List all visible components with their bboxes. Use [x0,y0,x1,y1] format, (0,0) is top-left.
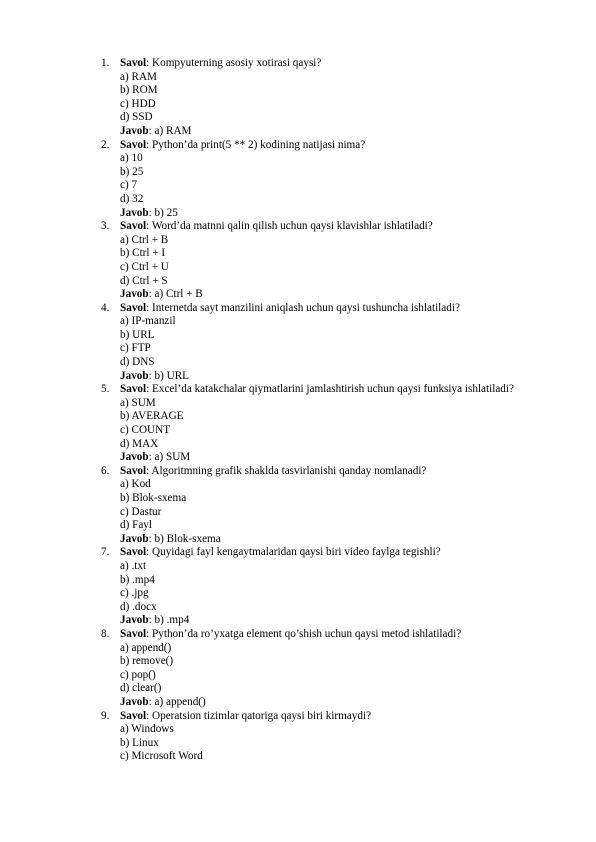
question-stem: Savol: Operatsion tizimlar qatoriga qaysi biri kirmaydi? [120,709,372,722]
question-line [0,57,596,71]
question-number: 1. [101,57,110,69]
question-label: Savol [120,57,147,69]
answer-label: Javob [120,369,149,382]
option-item: a) SUM [120,396,156,409]
answer-text: b) URL [154,369,190,382]
question-item [0,546,596,628]
answer-text: b) .mp4 [154,614,190,627]
question-label: Savol [120,627,147,640]
question-line [0,465,596,479]
question-item [0,57,596,139]
answer-text: a) SUM [154,451,191,464]
option-item: c) Microsoft Word [120,750,203,763]
question-item [0,465,596,547]
option-item: c) Dastur [120,505,162,518]
option-list [0,234,596,288]
answer-line: Javob: b) 25 [120,206,178,219]
question-item [0,383,596,465]
option-item: a) Windows [120,723,174,736]
answer-line: Javob: a) append() [120,695,206,708]
option-item: a) Kod [120,478,151,491]
option-item: a) 10 [120,152,143,165]
option-item: a) IP-manzil [120,315,176,328]
option-item: b) AVERAGE [120,410,184,423]
question-text: Python’da ro’yxatga element qo’shish uchun qaysi metod ishlatiladi? [152,627,462,640]
question-text: Algoritmning grafik shaklda tasvirlanishi qanday nomlanadi? [151,464,427,477]
question-label: Savol [120,138,147,151]
question-text: Operatsion tizimlar qatoriga qaysi biri kirmaydi? [152,709,372,722]
question-label: Savol [120,546,147,559]
question-text: Kompyuterning asosiy xotirasi qaysi? [152,57,322,69]
question-number: 3. [101,220,110,233]
option-item: b) Blok-sxema [120,492,187,504]
option-item: c) Ctrl + U [120,260,169,273]
option-item: b) 25 [120,165,144,178]
question-label: Savol [120,464,147,477]
option-list [0,397,596,451]
question-number: 8. [101,627,110,640]
option-item: a) append() [120,641,172,654]
option-item: b) Linux [120,736,159,749]
question-number: 2. [101,138,110,151]
question-text: Internetda sayt manzilini aniqlash uchun qaysi tushuncha ishlatiladi? [152,301,460,314]
question-stem: Savol: Algoritmning grafik shaklda tasvirlanishi qanday nomlanadi? [120,464,427,477]
option-item: b) .mp4 [120,573,155,586]
answer-line: Javob: b) .mp4 [120,614,190,627]
question-line [0,220,596,234]
question-list [0,57,596,764]
answer-text: a) Ctrl + B [154,288,203,301]
answer-text: b) Blok-sxema [154,532,221,545]
option-list [0,71,596,125]
question-number: 4. [101,301,110,314]
option-item: c) COUNT [120,424,171,437]
option-item: b) Ctrl + I [120,247,166,260]
question-label: Savol [120,383,147,396]
answer-label: Javob [120,532,149,545]
question-stem: Savol: Word’da matnni qalin qilish uchun qaysi klavishlar ishlatiladi? [120,220,433,233]
answer-text: a) append() [154,695,206,708]
option-item: a) .txt [120,559,147,572]
question-item [0,302,596,384]
question-text: Word’da matnni qalin qilish uchun qaysi klavishlar ishlatiladi? [151,220,433,233]
option-list [0,478,596,532]
option-item: d) DNS [120,356,155,369]
question-number: 7. [101,546,110,559]
answer-label: Javob [120,124,149,137]
question-label: Savol [120,301,147,314]
question-number: 6. [101,464,110,477]
question-line [0,383,596,397]
question-stem: Savol: Python’da ro’yxatga element qo’shish uchun qaysi metod ishlatiladi? [120,627,462,640]
question-line [0,546,596,560]
answer-line: Javob: a) Ctrl + B [120,288,203,301]
answer-label: Javob [120,614,149,627]
question-number: 5. [101,383,110,396]
question-line [0,710,596,724]
option-item: c) HDD [120,97,156,110]
question-stem: Savol: Kompyuterning asosiy xotirasi qaysi? [120,57,322,69]
question-stem: Savol: Python’da print(5 ** 2) kodining natijasi nima? [120,138,366,151]
question-item [0,710,596,764]
option-item: d) .docx [120,600,157,613]
option-item: d) Fayl [120,519,153,532]
option-list [0,315,596,369]
option-item: a) Ctrl + B [120,233,169,246]
answer-line: Javob: b) URL [120,369,190,382]
answer-label: Javob [120,288,149,301]
question-text: Quyidagi fayl kengaytmalaridan qaysi biri video faylga tegishli? [152,546,441,559]
question-label: Savol [120,220,147,233]
answer-label: Javob [120,695,149,708]
option-item: d) MAX [120,437,159,450]
question-line [0,628,596,642]
answer-line: Javob: b) Blok-sxema [120,532,221,545]
option-item: d) clear() [120,682,162,695]
question-label: Savol [120,709,147,722]
option-item: d) SSD [120,111,153,124]
question-number: 9. [101,709,110,722]
question-line [0,302,596,316]
question-line [0,139,596,153]
option-item: b) URL [120,328,155,341]
question-stem: Savol: Quyidagi fayl kengaytmalaridan qaysi biri video faylga tegishli? [120,546,441,559]
option-item: b) remove() [120,655,174,668]
answer-line: Javob: a) SUM [120,451,191,464]
option-list [0,723,596,764]
question-item [0,220,596,302]
question-stem: Savol: Internetda sayt manzilini aniqlash uchun qaysi tushuncha ishlatiladi? [120,301,460,314]
option-list [0,560,596,614]
option-item: d) 32 [120,192,144,205]
option-item: c) pop() [120,668,156,681]
answer-text: b) 25 [154,206,178,219]
answer-label: Javob [120,451,149,464]
option-item: c) FTP [120,342,151,355]
answer-label: Javob [120,206,149,219]
question-stem: Savol: Excel’da katakchalar qiymatlarini jamlashtirish uchun qaysi funksiya ishlatiladi? [120,383,514,396]
option-item: d) Ctrl + S [120,274,168,287]
option-list [0,642,596,696]
option-item: b) ROM [120,84,158,97]
option-item: c) .jpg [120,587,149,600]
question-item [0,628,596,710]
option-item: a) RAM [120,70,157,83]
answer-line: Javob: a) RAM [120,124,192,137]
answer-text: a) RAM [154,124,192,137]
question-item [0,139,596,221]
question-text: Python’da print(5 ** 2) kodining natijasi nima? [152,138,366,151]
question-text: Excel’da katakchalar qiymatlarini jamlashtirish uchun qaysi funksiya ishlatiladi? [152,383,514,396]
option-list [0,152,596,206]
option-item: c) 7 [120,179,138,192]
